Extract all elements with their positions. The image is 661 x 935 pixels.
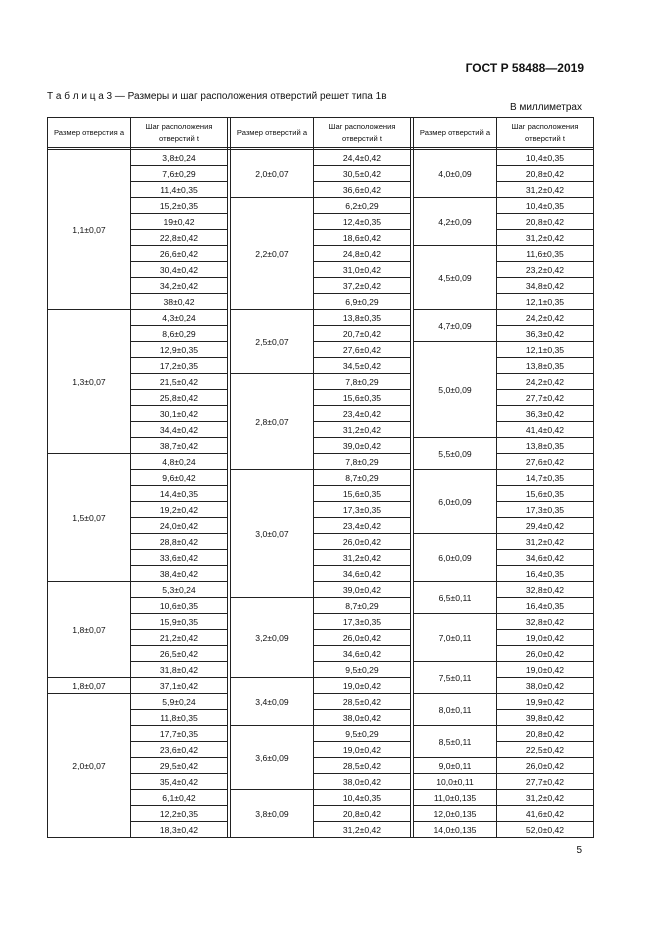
- size-cell-3: 11,0±0,135: [414, 790, 497, 806]
- pitch-cell-2: 26,0±0,42: [314, 534, 411, 550]
- units-note: В миллиметрах: [510, 102, 582, 113]
- size-cell-3: 4,5±0,09: [414, 246, 497, 310]
- pitch-cell-3: 10,4±0,35: [497, 198, 594, 214]
- pitch-cell-3: 32,8±0,42: [497, 582, 594, 598]
- pitch-cell-2: 36,6±0,42: [314, 182, 411, 198]
- pitch-cell-1: 21,2±0,42: [131, 630, 228, 646]
- size-cell-3: 10,0±0,11: [414, 774, 497, 790]
- pitch-cell-2: 31,2±0,42: [314, 822, 411, 838]
- pitch-cell-2: 31,0±0,42: [314, 262, 411, 278]
- page-number: 5: [576, 845, 582, 856]
- hole-size-table: [47, 117, 594, 838]
- pitch-cell-2: 13,8±0,35: [314, 310, 411, 326]
- pitch-cell-3: 15,6±0,35: [497, 486, 594, 502]
- size-cell-3: 5,0±0,09: [414, 342, 497, 438]
- pitch-cell-3: 27,6±0,42: [497, 454, 594, 470]
- pitch-cell-1: 10,6±0,35: [131, 598, 228, 614]
- table-header-row: [48, 118, 594, 148]
- pitch-cell-1: 3,8±0,24: [131, 150, 228, 166]
- pitch-cell-2: 30,5±0,42: [314, 166, 411, 182]
- table-caption: [47, 91, 387, 102]
- size-cell-3: 12,0±0,135: [414, 806, 497, 822]
- pitch-cell-3: 13,8±0,35: [497, 358, 594, 374]
- size-cell-2: 2,5±0,07: [231, 310, 314, 374]
- pitch-cell-3: 52,0±0,42: [497, 822, 594, 838]
- pitch-cell-2: 17,3±0,35: [314, 614, 411, 630]
- pitch-cell-2: 34,5±0,42: [314, 358, 411, 374]
- pitch-cell-1: 9,6±0,42: [131, 470, 228, 486]
- size-cell-3: 7,0±0,11: [414, 614, 497, 662]
- header-pitch-2: Шаг расположения отверстий t: [314, 118, 411, 148]
- pitch-cell-3: 31,2±0,42: [497, 790, 594, 806]
- size-cell-3: 6,0±0,09: [414, 470, 497, 534]
- size-cell-3: 6,5±0,11: [414, 582, 497, 614]
- size-cell-2: 3,4±0,09: [231, 678, 314, 726]
- pitch-cell-1: 15,9±0,35: [131, 614, 228, 630]
- pitch-cell-1: 25,8±0,42: [131, 390, 228, 406]
- pitch-cell-3: 24,2±0,42: [497, 310, 594, 326]
- size-cell-2: 3,8±0,09: [231, 790, 314, 838]
- pitch-cell-1: 12,2±0,35: [131, 806, 228, 822]
- pitch-cell-2: 31,2±0,42: [314, 422, 411, 438]
- pitch-cell-2: 24,8±0,42: [314, 246, 411, 262]
- pitch-cell-1: 38,4±0,42: [131, 566, 228, 582]
- pitch-cell-2: 34,6±0,42: [314, 646, 411, 662]
- size-cell-3: 4,0±0,09: [414, 150, 497, 198]
- pitch-cell-3: 16,4±0,35: [497, 566, 594, 582]
- header-size-3: Размер отверстий a: [414, 118, 497, 148]
- pitch-cell-3: 38,0±0,42: [497, 678, 594, 694]
- pitch-cell-3: 22,5±0,42: [497, 742, 594, 758]
- pitch-cell-1: 18,3±0,42: [131, 822, 228, 838]
- pitch-cell-1: 33,6±0,42: [131, 550, 228, 566]
- pitch-cell-1: 35,4±0,42: [131, 774, 228, 790]
- pitch-cell-3: 17,3±0,35: [497, 502, 594, 518]
- pitch-cell-2: 39,0±0,42: [314, 582, 411, 598]
- pitch-cell-1: 31,8±0,42: [131, 662, 228, 678]
- size-cell-2: 3,0±0,07: [231, 470, 314, 598]
- table-row: [48, 310, 594, 326]
- size-cell-1: 1,5±0,07: [48, 454, 131, 582]
- pitch-cell-1: 34,4±0,42: [131, 422, 228, 438]
- pitch-cell-3: 26,0±0,42: [497, 646, 594, 662]
- pitch-cell-3: 13,8±0,35: [497, 438, 594, 454]
- table-row: [48, 694, 594, 710]
- table-row: [48, 150, 594, 166]
- pitch-cell-2: 34,6±0,42: [314, 566, 411, 582]
- pitch-cell-1: 4,3±0,24: [131, 310, 228, 326]
- pitch-cell-2: 24,4±0,42: [314, 150, 411, 166]
- table-row: [48, 454, 594, 470]
- pitch-cell-3: 23,2±0,42: [497, 262, 594, 278]
- pitch-cell-3: 19,0±0,42: [497, 662, 594, 678]
- pitch-cell-3: 19,0±0,42: [497, 630, 594, 646]
- pitch-cell-2: 23,4±0,42: [314, 406, 411, 422]
- pitch-cell-1: 17,7±0,35: [131, 726, 228, 742]
- pitch-cell-2: 15,6±0,35: [314, 390, 411, 406]
- pitch-cell-1: 17,2±0,35: [131, 358, 228, 374]
- pitch-cell-2: 31,2±0,42: [314, 550, 411, 566]
- pitch-cell-1: 30,1±0,42: [131, 406, 228, 422]
- pitch-cell-2: 19,0±0,42: [314, 678, 411, 694]
- pitch-cell-2: 10,4±0,35: [314, 790, 411, 806]
- size-cell-3: 7,5±0,11: [414, 662, 497, 694]
- size-cell-3: 5,5±0,09: [414, 438, 497, 470]
- pitch-cell-3: 10,4±0,35: [497, 150, 594, 166]
- pitch-cell-1: 14,4±0,35: [131, 486, 228, 502]
- pitch-cell-1: 23,6±0,42: [131, 742, 228, 758]
- size-cell-3: 6,0±0,09: [414, 534, 497, 582]
- pitch-cell-3: 31,2±0,42: [497, 534, 594, 550]
- pitch-cell-3: 36,3±0,42: [497, 326, 594, 342]
- table-caption-label: Т а б л и ц а 3: [47, 91, 113, 102]
- size-cell-1: 1,3±0,07: [48, 310, 131, 454]
- pitch-cell-2: 18,6±0,42: [314, 230, 411, 246]
- pitch-cell-3: 26,0±0,42: [497, 758, 594, 774]
- pitch-cell-2: 12,4±0,35: [314, 214, 411, 230]
- size-cell-3: 4,7±0,09: [414, 310, 497, 342]
- pitch-cell-1: 5,3±0,24: [131, 582, 228, 598]
- pitch-cell-1: 12,9±0,35: [131, 342, 228, 358]
- pitch-cell-1: 11,4±0,35: [131, 182, 228, 198]
- pitch-cell-3: 20,8±0,42: [497, 214, 594, 230]
- pitch-cell-1: 6,1±0,42: [131, 790, 228, 806]
- pitch-cell-1: 21,5±0,42: [131, 374, 228, 390]
- pitch-cell-2: 37,2±0,42: [314, 278, 411, 294]
- header-pitch-3: Шаг расположения отверстий t: [497, 118, 594, 148]
- pitch-cell-2: 9,5±0,29: [314, 662, 411, 678]
- pitch-cell-3: 41,4±0,42: [497, 422, 594, 438]
- pitch-cell-2: 38,0±0,42: [314, 710, 411, 726]
- pitch-cell-2: 39,0±0,42: [314, 438, 411, 454]
- header-size-2: Размер отверстий a: [231, 118, 314, 148]
- pitch-cell-2: 8,7±0,29: [314, 598, 411, 614]
- pitch-cell-1: 15,2±0,35: [131, 198, 228, 214]
- pitch-cell-1: 26,6±0,42: [131, 246, 228, 262]
- pitch-cell-3: 12,1±0,35: [497, 294, 594, 310]
- size-cell-2: 3,2±0,09: [231, 598, 314, 678]
- pitch-cell-1: 19±0,42: [131, 214, 228, 230]
- size-cell-3: 8,5±0,11: [414, 726, 497, 758]
- pitch-cell-2: 7,8±0,29: [314, 454, 411, 470]
- pitch-cell-3: 11,6±0,35: [497, 246, 594, 262]
- pitch-cell-3: 39,8±0,42: [497, 710, 594, 726]
- header-pitch-1: Шаг расположения отверстий t: [131, 118, 228, 148]
- pitch-cell-1: 24,0±0,42: [131, 518, 228, 534]
- pitch-cell-1: 7,6±0,29: [131, 166, 228, 182]
- pitch-cell-3: 31,2±0,42: [497, 230, 594, 246]
- pitch-cell-3: 20,8±0,42: [497, 726, 594, 742]
- pitch-cell-1: 4,8±0,24: [131, 454, 228, 470]
- size-cell-3: 14,0±0,135: [414, 822, 497, 838]
- pitch-cell-2: 20,7±0,42: [314, 326, 411, 342]
- pitch-cell-1: 5,9±0,24: [131, 694, 228, 710]
- pitch-cell-2: 15,6±0,35: [314, 486, 411, 502]
- table-row: [48, 678, 594, 694]
- pitch-cell-3: 27,7±0,42: [497, 390, 594, 406]
- pitch-cell-3: 32,8±0,42: [497, 614, 594, 630]
- pitch-cell-1: 37,1±0,42: [131, 678, 228, 694]
- pitch-cell-3: 14,7±0,35: [497, 470, 594, 486]
- pitch-cell-3: 20,8±0,42: [497, 166, 594, 182]
- pitch-cell-2: 38,0±0,42: [314, 774, 411, 790]
- pitch-cell-1: 28,8±0,42: [131, 534, 228, 550]
- table-caption-title: — Размеры и шаг расположения отверстий решет типа 1в: [112, 91, 387, 102]
- pitch-cell-2: 28,5±0,42: [314, 694, 411, 710]
- pitch-cell-1: 11,8±0,35: [131, 710, 228, 726]
- pitch-cell-2: 7,8±0,29: [314, 374, 411, 390]
- pitch-cell-3: 27,7±0,42: [497, 774, 594, 790]
- pitch-cell-1: 19,2±0,42: [131, 502, 228, 518]
- pitch-cell-2: 20,8±0,42: [314, 806, 411, 822]
- pitch-cell-2: 6,2±0,29: [314, 198, 411, 214]
- size-cell-1: 1,1±0,07: [48, 150, 131, 310]
- size-cell-2: 3,6±0,09: [231, 726, 314, 790]
- size-cell-1: 1,8±0,07: [48, 582, 131, 678]
- pitch-cell-3: 16,4±0,35: [497, 598, 594, 614]
- pitch-cell-2: 6,9±0,29: [314, 294, 411, 310]
- table-body: [48, 148, 594, 838]
- pitch-cell-3: 34,6±0,42: [497, 550, 594, 566]
- pitch-cell-3: 31,2±0,42: [497, 182, 594, 198]
- size-cell-2: 2,2±0,07: [231, 198, 314, 310]
- pitch-cell-1: 29,5±0,42: [131, 758, 228, 774]
- pitch-cell-2: 19,0±0,42: [314, 742, 411, 758]
- pitch-cell-1: 22,8±0,42: [131, 230, 228, 246]
- size-cell-2: 2,8±0,07: [231, 374, 314, 470]
- pitch-cell-3: 34,8±0,42: [497, 278, 594, 294]
- pitch-cell-2: 8,7±0,29: [314, 470, 411, 486]
- pitch-cell-3: 12,1±0,35: [497, 342, 594, 358]
- pitch-cell-3: 24,2±0,42: [497, 374, 594, 390]
- pitch-cell-1: 8,6±0,29: [131, 326, 228, 342]
- pitch-cell-2: 26,0±0,42: [314, 630, 411, 646]
- pitch-cell-3: 41,6±0,42: [497, 806, 594, 822]
- pitch-cell-3: 29,4±0,42: [497, 518, 594, 534]
- size-cell-3: 4,2±0,09: [414, 198, 497, 246]
- pitch-cell-2: 27,6±0,42: [314, 342, 411, 358]
- size-cell-2: 2,0±0,07: [231, 150, 314, 198]
- pitch-cell-1: 30,4±0,42: [131, 262, 228, 278]
- pitch-cell-3: 19,9±0,42: [497, 694, 594, 710]
- pitch-cell-1: 38±0,42: [131, 294, 228, 310]
- size-cell-1: 1,8±0,07: [48, 678, 131, 694]
- standard-code: ГОСТ Р 58488—2019: [465, 61, 584, 75]
- table-row: [48, 582, 594, 598]
- size-cell-1: 2,0±0,07: [48, 694, 131, 838]
- pitch-cell-2: 9,5±0,29: [314, 726, 411, 742]
- pitch-cell-1: 34,2±0,42: [131, 278, 228, 294]
- size-cell-3: 8,0±0,11: [414, 694, 497, 726]
- size-cell-3: 9,0±0,11: [414, 758, 497, 774]
- pitch-cell-1: 38,7±0,42: [131, 438, 228, 454]
- header-size-1: Размер отверстия a: [48, 118, 131, 148]
- pitch-cell-2: 28,5±0,42: [314, 758, 411, 774]
- pitch-cell-2: 23,4±0,42: [314, 518, 411, 534]
- pitch-cell-3: 36,3±0,42: [497, 406, 594, 422]
- pitch-cell-2: 17,3±0,35: [314, 502, 411, 518]
- pitch-cell-1: 26,5±0,42: [131, 646, 228, 662]
